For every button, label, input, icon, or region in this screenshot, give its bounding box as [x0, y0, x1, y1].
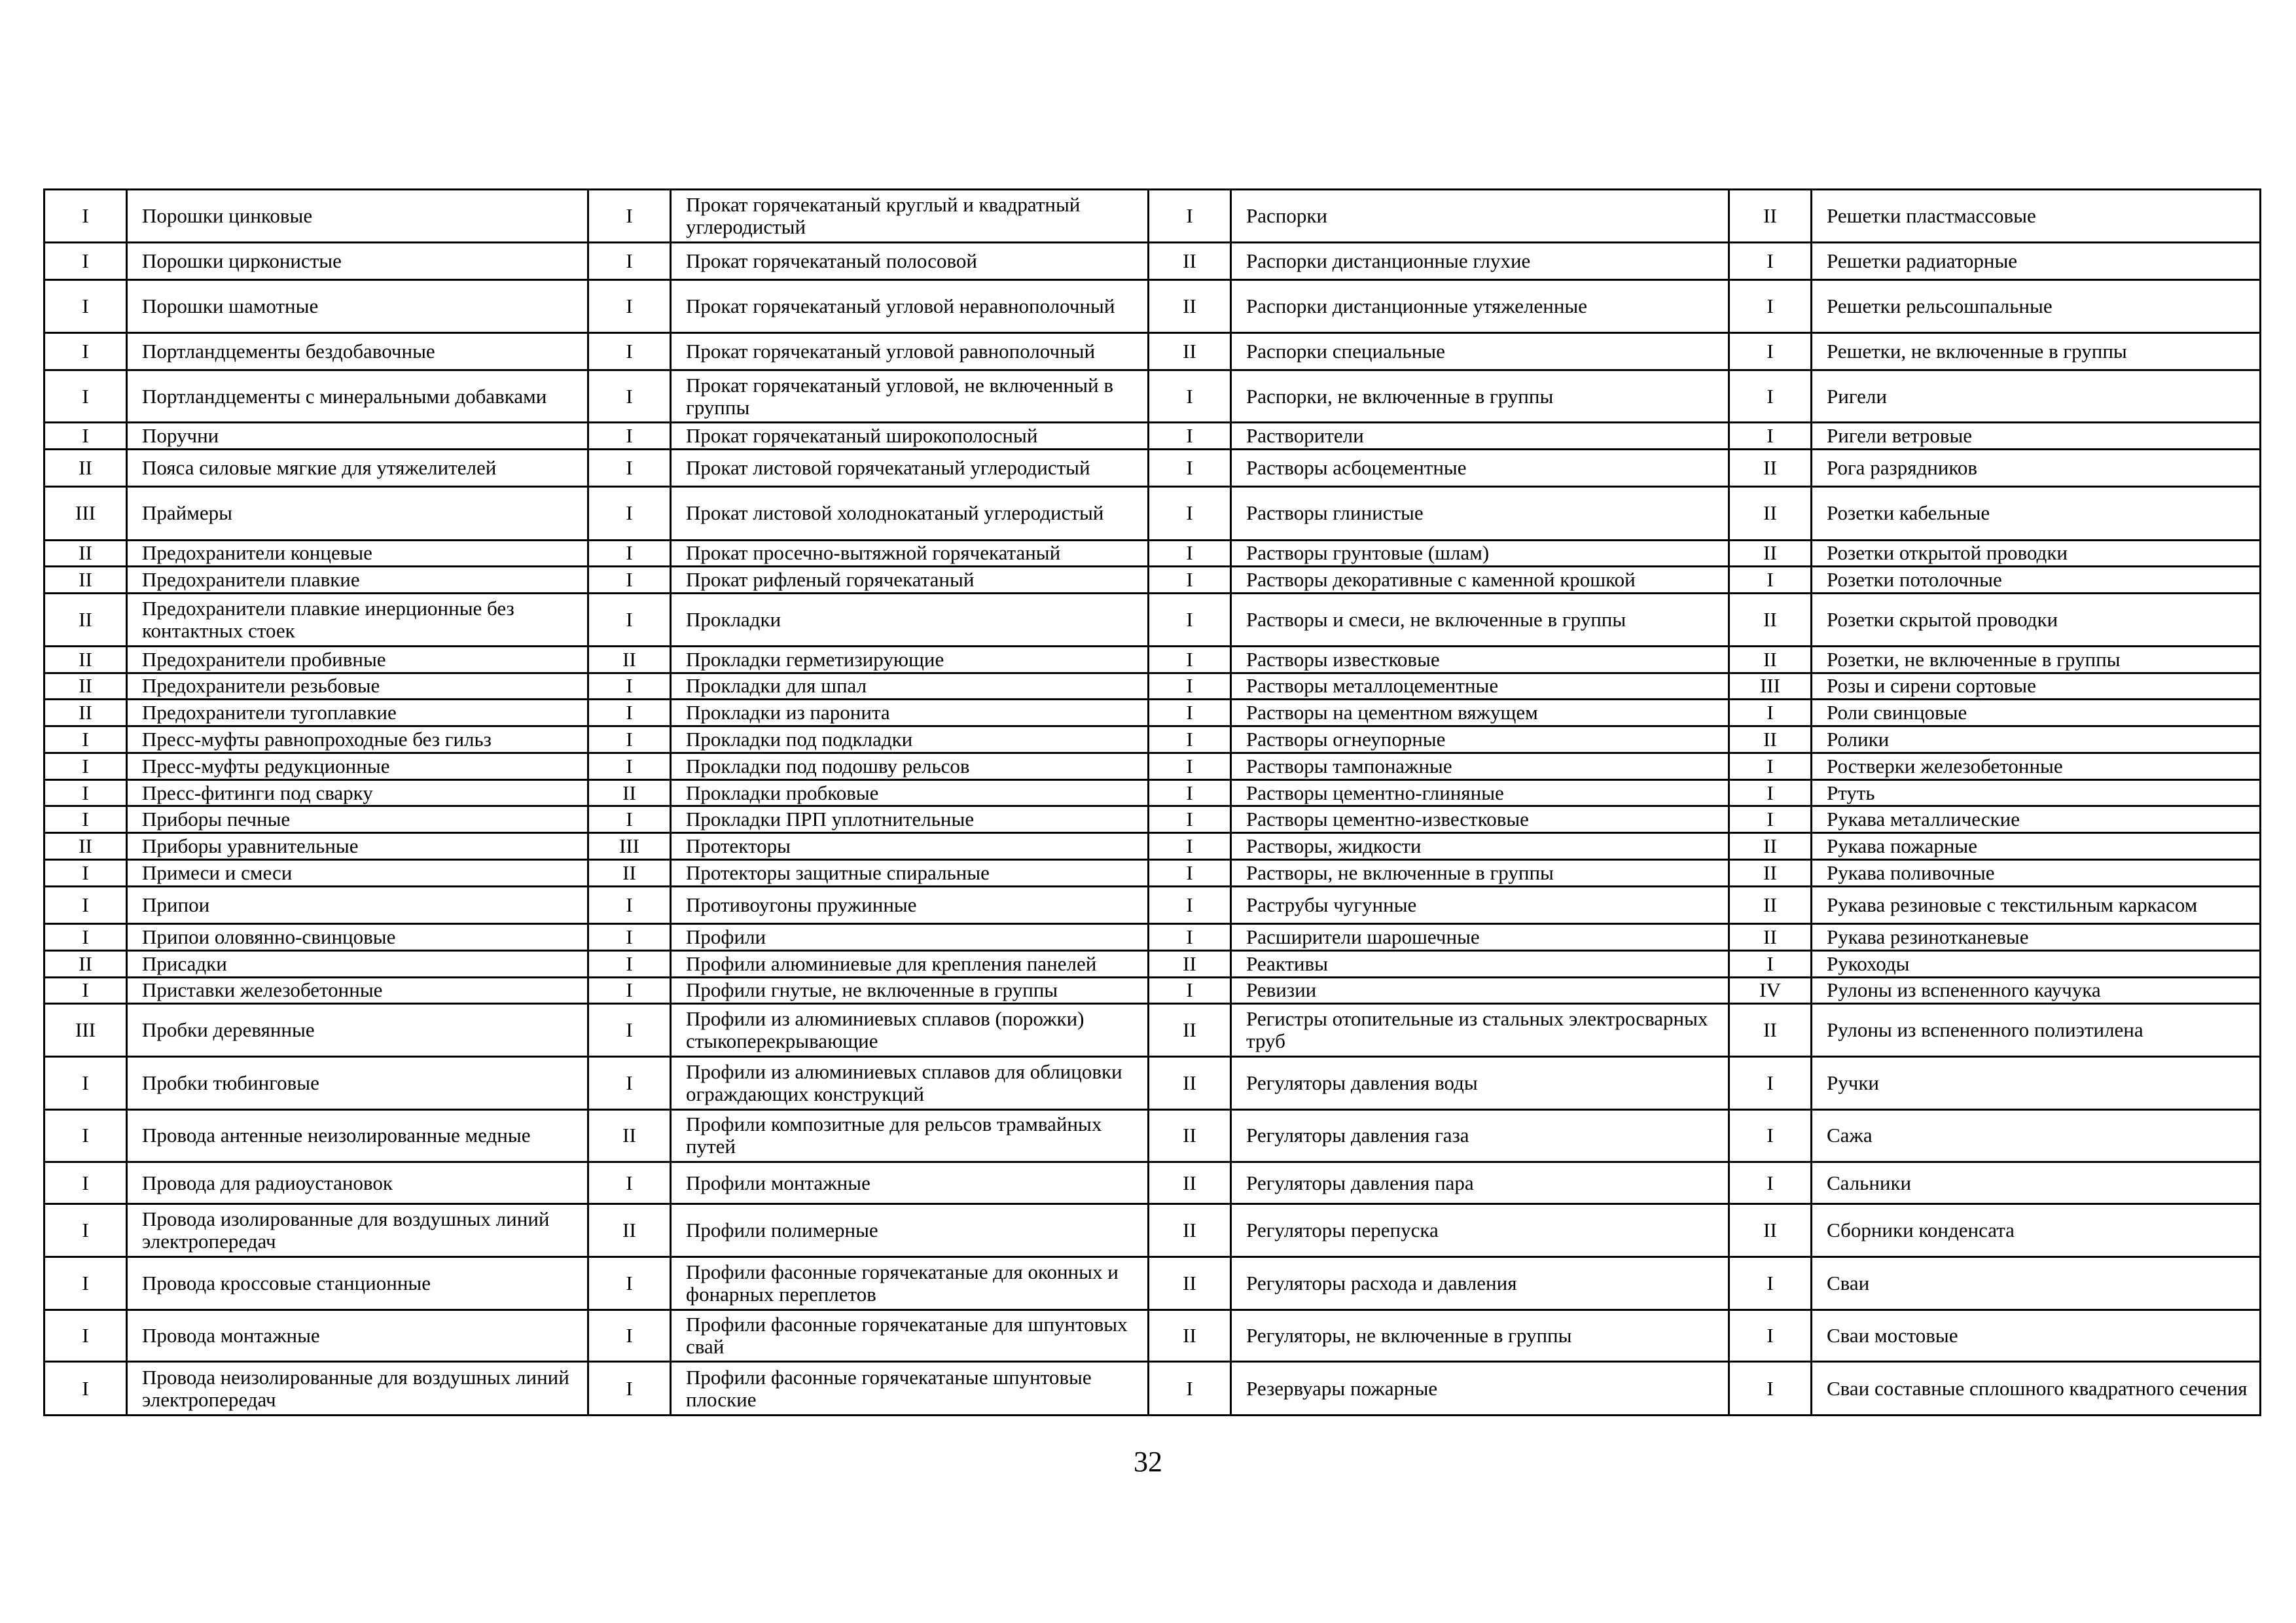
class-cell: I: [1729, 1257, 1812, 1310]
table-row: [45, 242, 2261, 279]
item-name-cell: Прокат горячекатаный угловой равнополочный: [671, 333, 1149, 370]
item-name-cell: Профили полимерные: [671, 1204, 1149, 1257]
item-name-cell: Решетки пластмассовые: [1812, 190, 2261, 243]
class-cell: I: [1149, 1362, 1231, 1416]
table-row: [45, 1362, 2261, 1416]
class-cell: II: [1729, 886, 1812, 923]
item-name-cell: Предохранители плавкие: [127, 567, 588, 594]
item-name-cell: Розы и сирени сортовые: [1812, 673, 2261, 700]
item-name-cell: Рукава металлические: [1812, 806, 2261, 833]
item-name-cell: Роли свинцовые: [1812, 700, 2261, 726]
item-name-cell: Рулоны из вспененного полиэтилена: [1812, 1004, 2261, 1057]
item-name-cell: Порошки шамотные: [127, 279, 588, 333]
item-name-cell: Решетки, не включенные в группы: [1812, 333, 2261, 370]
item-name-cell: Примеси и смеси: [127, 860, 588, 887]
item-name-cell: Рукава резинотканевые: [1812, 924, 2261, 951]
item-name-cell: Распорки дистанционные утяжеленные: [1231, 279, 1729, 333]
item-name-cell: Профили алюминиевые для крепления панелей: [671, 950, 1149, 977]
class-cell: I: [45, 1362, 127, 1416]
class-cell: I: [1149, 486, 1231, 540]
item-name-cell: Рога разрядников: [1812, 449, 2261, 486]
class-cell: I: [1149, 977, 1231, 1004]
item-name-cell: Розетки, не включенные в группы: [1812, 646, 2261, 673]
item-name-cell: Профили из алюминиевых сплавов (порожки) стыкоперекрывающие: [671, 1004, 1149, 1057]
class-cell: I: [1729, 279, 1812, 333]
class-cell: I: [45, 753, 127, 779]
class-cell: II: [1149, 1310, 1231, 1362]
class-cell: II: [1729, 924, 1812, 951]
class-cell: IV: [1729, 977, 1812, 1004]
item-name-cell: Розетки скрытой проводки: [1812, 594, 2261, 647]
item-name-cell: Растворы грунтовые (шлам): [1231, 540, 1729, 567]
class-cell: I: [45, 806, 127, 833]
item-name-cell: Прокладки: [671, 594, 1149, 647]
table-row: [45, 977, 2261, 1004]
item-name-cell: Прокат листовой холоднокатаный углеродистый: [671, 486, 1149, 540]
class-cell: I: [1729, 567, 1812, 594]
class-cell: I: [1729, 1162, 1812, 1204]
table-row: [45, 333, 2261, 370]
class-cell: I: [1149, 806, 1231, 833]
class-cell: II: [1149, 279, 1231, 333]
item-name-cell: Розетки кабельные: [1812, 486, 2261, 540]
class-cell: I: [588, 423, 671, 450]
item-name-cell: Пресс-фитинги под сварку: [127, 779, 588, 806]
table-row: [45, 279, 2261, 333]
item-name-cell: Пробки тюбинговые: [127, 1056, 588, 1109]
class-cell: I: [588, 333, 671, 370]
item-name-cell: Розетки потолочные: [1812, 567, 2261, 594]
class-cell: I: [45, 242, 127, 279]
table-row: [45, 753, 2261, 779]
item-name-cell: Регуляторы, не включенные в группы: [1231, 1310, 1729, 1362]
item-name-cell: Протекторы: [671, 833, 1149, 860]
item-name-cell: Провода неизолированные для воздушных линий электропередач: [127, 1362, 588, 1416]
item-name-cell: Прокладки под подкладки: [671, 726, 1149, 753]
class-cell: II: [1729, 1004, 1812, 1057]
materials-table: [43, 188, 2261, 1416]
item-name-cell: Растворы на цементном вяжущем: [1231, 700, 1729, 726]
class-cell: II: [45, 594, 127, 647]
item-name-cell: Провода антенные неизолированные медные: [127, 1109, 588, 1162]
item-name-cell: Расширители шарошечные: [1231, 924, 1729, 951]
class-cell: III: [45, 486, 127, 540]
item-name-cell: Сваи составные сплошного квадратного сечения: [1812, 1362, 2261, 1416]
table-row: [45, 1257, 2261, 1310]
item-name-cell: Ролики: [1812, 726, 2261, 753]
item-name-cell: Раструбы чугунные: [1231, 886, 1729, 923]
class-cell: I: [1729, 1362, 1812, 1416]
item-name-cell: Резервуары пожарные: [1231, 1362, 1729, 1416]
item-name-cell: Рукава пожарные: [1812, 833, 2261, 860]
item-name-cell: Регистры отопительные из стальных электросварных труб: [1231, 1004, 1729, 1057]
table-row: [45, 646, 2261, 673]
class-cell: II: [1149, 950, 1231, 977]
class-cell: I: [1149, 833, 1231, 860]
class-cell: II: [1729, 833, 1812, 860]
table-row: [45, 449, 2261, 486]
item-name-cell: Ртуть: [1812, 779, 2261, 806]
class-cell: I: [45, 1204, 127, 1257]
class-cell: I: [588, 977, 671, 1004]
class-cell: I: [588, 950, 671, 977]
class-cell: I: [1729, 950, 1812, 977]
item-name-cell: Профили композитные для рельсов трамвайных путей: [671, 1109, 1149, 1162]
item-name-cell: Профили фасонные горячекатаные для шпунтовых свай: [671, 1310, 1149, 1362]
table-row: [45, 806, 2261, 833]
item-name-cell: Пояса силовые мягкие для утяжелителей: [127, 449, 588, 486]
class-cell: I: [45, 1162, 127, 1204]
item-name-cell: Распорки: [1231, 190, 1729, 243]
item-name-cell: Предохранители тугоплавкие: [127, 700, 588, 726]
class-cell: II: [1149, 242, 1231, 279]
class-cell: I: [588, 540, 671, 567]
item-name-cell: Прокладки для шпал: [671, 673, 1149, 700]
item-name-cell: Сальники: [1812, 1162, 2261, 1204]
item-name-cell: Растворы декоративные с каменной крошкой: [1231, 567, 1729, 594]
item-name-cell: Противоугоны пружинные: [671, 886, 1149, 923]
table-row: [45, 1056, 2261, 1109]
class-cell: I: [1729, 806, 1812, 833]
class-cell: I: [1729, 370, 1812, 423]
item-name-cell: Приборы уравнительные: [127, 833, 588, 860]
class-cell: I: [45, 779, 127, 806]
item-name-cell: Регуляторы давления пара: [1231, 1162, 1729, 1204]
item-name-cell: Пресс-муфты равнопроходные без гильз: [127, 726, 588, 753]
item-name-cell: Предохранители концевые: [127, 540, 588, 567]
class-cell: II: [1729, 486, 1812, 540]
class-cell: II: [588, 860, 671, 887]
item-name-cell: Сажа: [1812, 1109, 2261, 1162]
class-cell: II: [1149, 1109, 1231, 1162]
item-name-cell: Прокладки под подошву рельсов: [671, 753, 1149, 779]
class-cell: II: [1149, 1056, 1231, 1109]
item-name-cell: Рукава поливочные: [1812, 860, 2261, 887]
item-name-cell: Прокат просечно-вытяжной горячекатаный: [671, 540, 1149, 567]
item-name-cell: Профили из алюминиевых сплавов для облицовки ограждающих конструкций: [671, 1056, 1149, 1109]
class-cell: I: [588, 1310, 671, 1362]
class-cell: II: [1729, 594, 1812, 647]
class-cell: I: [45, 886, 127, 923]
class-cell: I: [45, 1310, 127, 1362]
class-cell: II: [45, 700, 127, 726]
item-name-cell: Распорки дистанционные глухие: [1231, 242, 1729, 279]
class-cell: I: [588, 594, 671, 647]
item-name-cell: Сваи: [1812, 1257, 2261, 1310]
class-cell: I: [45, 1109, 127, 1162]
class-cell: II: [45, 833, 127, 860]
item-name-cell: Прокат горячекатаный угловой, не включенный в группы: [671, 370, 1149, 423]
table-row: [45, 1004, 2261, 1057]
table-row: [45, 540, 2261, 567]
item-name-cell: Регуляторы расхода и давления: [1231, 1257, 1729, 1310]
class-cell: I: [588, 673, 671, 700]
table-row: [45, 779, 2261, 806]
item-name-cell: Прокладки из паронита: [671, 700, 1149, 726]
class-cell: II: [1149, 1162, 1231, 1204]
item-name-cell: Растворы асбоцементные: [1231, 449, 1729, 486]
class-cell: I: [1729, 753, 1812, 779]
class-cell: I: [1149, 886, 1231, 923]
item-name-cell: Порошки цирконистые: [127, 242, 588, 279]
table-row: [45, 1109, 2261, 1162]
item-name-cell: Реактивы: [1231, 950, 1729, 977]
item-name-cell: Предохранители пробивные: [127, 646, 588, 673]
item-name-cell: Регуляторы перепуска: [1231, 1204, 1729, 1257]
class-cell: I: [1149, 924, 1231, 951]
page-number: 32: [1134, 1446, 1162, 1478]
class-cell: I: [45, 423, 127, 450]
item-name-cell: Сваи мостовые: [1812, 1310, 2261, 1362]
item-name-cell: Прокат горячекатаный угловой неравнополочный: [671, 279, 1149, 333]
item-name-cell: Розетки открытой проводки: [1812, 540, 2261, 567]
item-name-cell: Прокладки пробковые: [671, 779, 1149, 806]
item-name-cell: Портландцементы с минеральными добавками: [127, 370, 588, 423]
class-cell: II: [1149, 1257, 1231, 1310]
item-name-cell: Регуляторы давления газа: [1231, 1109, 1729, 1162]
item-name-cell: Приставки железобетонные: [127, 977, 588, 1004]
class-cell: I: [1149, 700, 1231, 726]
class-cell: I: [588, 1056, 671, 1109]
class-cell: I: [1149, 726, 1231, 753]
item-name-cell: Профили фасонные горячекатаные для оконных и фонарных переплетов: [671, 1257, 1149, 1310]
item-name-cell: Предохранители плавкие инерционные без контактных стоек: [127, 594, 588, 647]
class-cell: II: [588, 1204, 671, 1257]
item-name-cell: Профили гнутые, не включенные в группы: [671, 977, 1149, 1004]
item-name-cell: Ригели ветровые: [1812, 423, 2261, 450]
class-cell: I: [588, 279, 671, 333]
item-name-cell: Растворы известковые: [1231, 646, 1729, 673]
item-name-cell: Протекторы защитные спиральные: [671, 860, 1149, 887]
class-cell: I: [588, 242, 671, 279]
item-name-cell: Рукава резиновые с текстильным каркасом: [1812, 886, 2261, 923]
table-row: [45, 860, 2261, 887]
class-cell: I: [588, 726, 671, 753]
item-name-cell: Распорки, не включенные в группы: [1231, 370, 1729, 423]
item-name-cell: Прокат горячекатаный полосовой: [671, 242, 1149, 279]
item-name-cell: Провода для радиоустановок: [127, 1162, 588, 1204]
class-cell: I: [45, 279, 127, 333]
table-row: [45, 886, 2261, 923]
table-row: [45, 1162, 2261, 1204]
item-name-cell: Пресс-муфты редукционные: [127, 753, 588, 779]
class-cell: III: [45, 1004, 127, 1057]
table-row: [45, 833, 2261, 860]
table-row: [45, 1204, 2261, 1257]
class-cell: II: [45, 950, 127, 977]
item-name-cell: Растворы, не включенные в группы: [1231, 860, 1729, 887]
class-cell: II: [1729, 540, 1812, 567]
table-row: [45, 190, 2261, 243]
item-name-cell: Распорки специальные: [1231, 333, 1729, 370]
table-row: [45, 950, 2261, 977]
item-name-cell: Припои оловянно-свинцовые: [127, 924, 588, 951]
item-name-cell: Рукоходы: [1812, 950, 2261, 977]
class-cell: I: [45, 726, 127, 753]
class-cell: I: [1729, 779, 1812, 806]
class-cell: II: [588, 646, 671, 673]
class-cell: II: [1729, 646, 1812, 673]
class-cell: III: [588, 833, 671, 860]
class-cell: I: [1149, 540, 1231, 567]
item-name-cell: Приборы печные: [127, 806, 588, 833]
class-cell: I: [1149, 779, 1231, 806]
item-name-cell: Ручки: [1812, 1056, 2261, 1109]
class-cell: II: [45, 567, 127, 594]
class-cell: II: [45, 449, 127, 486]
item-name-cell: Прокладки герметизирующие: [671, 646, 1149, 673]
class-cell: I: [588, 190, 671, 243]
item-name-cell: Праймеры: [127, 486, 588, 540]
class-cell: I: [1729, 423, 1812, 450]
class-cell: I: [45, 333, 127, 370]
table-row: [45, 567, 2261, 594]
table-row: [45, 700, 2261, 726]
class-cell: I: [1149, 567, 1231, 594]
class-cell: II: [1729, 1204, 1812, 1257]
class-cell: I: [1149, 190, 1231, 243]
class-cell: I: [1149, 449, 1231, 486]
class-cell: II: [588, 779, 671, 806]
class-cell: I: [1149, 370, 1231, 423]
class-cell: I: [588, 1162, 671, 1204]
class-cell: II: [1149, 1204, 1231, 1257]
item-name-cell: Профили монтажные: [671, 1162, 1149, 1204]
item-name-cell: Порошки цинковые: [127, 190, 588, 243]
class-cell: I: [1729, 1310, 1812, 1362]
item-name-cell: Профили фасонные горячекатаные шпунтовые плоские: [671, 1362, 1149, 1416]
class-cell: I: [588, 806, 671, 833]
class-cell: I: [588, 1257, 671, 1310]
class-cell: I: [588, 1362, 671, 1416]
class-cell: I: [588, 370, 671, 423]
item-name-cell: Пробки деревянные: [127, 1004, 588, 1057]
item-name-cell: Ростверки железобетонные: [1812, 753, 2261, 779]
class-cell: I: [588, 1004, 671, 1057]
class-cell: II: [45, 540, 127, 567]
class-cell: I: [1729, 1109, 1812, 1162]
item-name-cell: Растворы тампонажные: [1231, 753, 1729, 779]
class-cell: I: [1149, 753, 1231, 779]
class-cell: II: [1729, 860, 1812, 887]
class-cell: I: [588, 449, 671, 486]
table-row: [45, 1310, 2261, 1362]
item-name-cell: Растворы цементно-известковые: [1231, 806, 1729, 833]
table-row: [45, 594, 2261, 647]
item-name-cell: Предохранители резьбовые: [127, 673, 588, 700]
item-name-cell: Регуляторы давления воды: [1231, 1056, 1729, 1109]
item-name-cell: Решетки радиаторные: [1812, 242, 2261, 279]
item-name-cell: Профили: [671, 924, 1149, 951]
class-cell: I: [588, 567, 671, 594]
class-cell: II: [1149, 333, 1231, 370]
item-name-cell: Растворители: [1231, 423, 1729, 450]
item-name-cell: Провода монтажные: [127, 1310, 588, 1362]
class-cell: II: [45, 646, 127, 673]
class-cell: I: [45, 370, 127, 423]
class-cell: I: [1729, 242, 1812, 279]
item-name-cell: Прокладки ПРП уплотнительные: [671, 806, 1149, 833]
item-name-cell: Присадки: [127, 950, 588, 977]
table-row: [45, 370, 2261, 423]
class-cell: I: [1729, 1056, 1812, 1109]
table-row: [45, 726, 2261, 753]
item-name-cell: Прокат листовой горячекатаный углеродистый: [671, 449, 1149, 486]
item-name-cell: Прокат горячекатаный круглый и квадратный углеродистый: [671, 190, 1149, 243]
class-cell: I: [588, 486, 671, 540]
class-cell: II: [1729, 726, 1812, 753]
class-cell: I: [1149, 860, 1231, 887]
class-cell: I: [45, 924, 127, 951]
class-cell: II: [1729, 190, 1812, 243]
item-name-cell: Припои: [127, 886, 588, 923]
class-cell: I: [1149, 594, 1231, 647]
class-cell: I: [588, 924, 671, 951]
item-name-cell: Поручни: [127, 423, 588, 450]
class-cell: I: [45, 977, 127, 1004]
class-cell: I: [1149, 646, 1231, 673]
class-cell: I: [588, 886, 671, 923]
item-name-cell: Сборники конденсата: [1812, 1204, 2261, 1257]
class-cell: I: [45, 1056, 127, 1109]
class-cell: II: [45, 673, 127, 700]
item-name-cell: Растворы металлоцементные: [1231, 673, 1729, 700]
item-name-cell: Провода кроссовые станционные: [127, 1257, 588, 1310]
class-cell: I: [1149, 673, 1231, 700]
item-name-cell: Провода изолированные для воздушных линий электропередач: [127, 1204, 588, 1257]
class-cell: II: [1729, 449, 1812, 486]
item-name-cell: Ревизии: [1231, 977, 1729, 1004]
class-cell: I: [1149, 423, 1231, 450]
class-cell: I: [45, 1257, 127, 1310]
table-row: [45, 924, 2261, 951]
table-row: [45, 423, 2261, 450]
table-row: [45, 486, 2261, 540]
class-cell: I: [588, 700, 671, 726]
class-cell: II: [588, 1109, 671, 1162]
item-name-cell: Прокат горячекатаный широкополосный: [671, 423, 1149, 450]
item-name-cell: Растворы глинистые: [1231, 486, 1729, 540]
item-name-cell: Портландцементы бездобавочные: [127, 333, 588, 370]
class-cell: I: [1729, 700, 1812, 726]
item-name-cell: Растворы цементно-глиняные: [1231, 779, 1729, 806]
item-name-cell: Ригели: [1812, 370, 2261, 423]
class-cell: III: [1729, 673, 1812, 700]
item-name-cell: Растворы и смеси, не включенные в группы: [1231, 594, 1729, 647]
item-name-cell: Решетки рельсошпальные: [1812, 279, 2261, 333]
item-name-cell: Прокат рифленый горячекатаный: [671, 567, 1149, 594]
table-row: [45, 673, 2261, 700]
item-name-cell: Растворы огнеупорные: [1231, 726, 1729, 753]
class-cell: I: [588, 753, 671, 779]
table-body: [45, 190, 2261, 1416]
item-name-cell: Рулоны из вспененного каучука: [1812, 977, 2261, 1004]
class-cell: I: [1729, 333, 1812, 370]
class-cell: I: [45, 190, 127, 243]
item-name-cell: Растворы, жидкости: [1231, 833, 1729, 860]
class-cell: II: [1149, 1004, 1231, 1057]
class-cell: I: [45, 860, 127, 887]
